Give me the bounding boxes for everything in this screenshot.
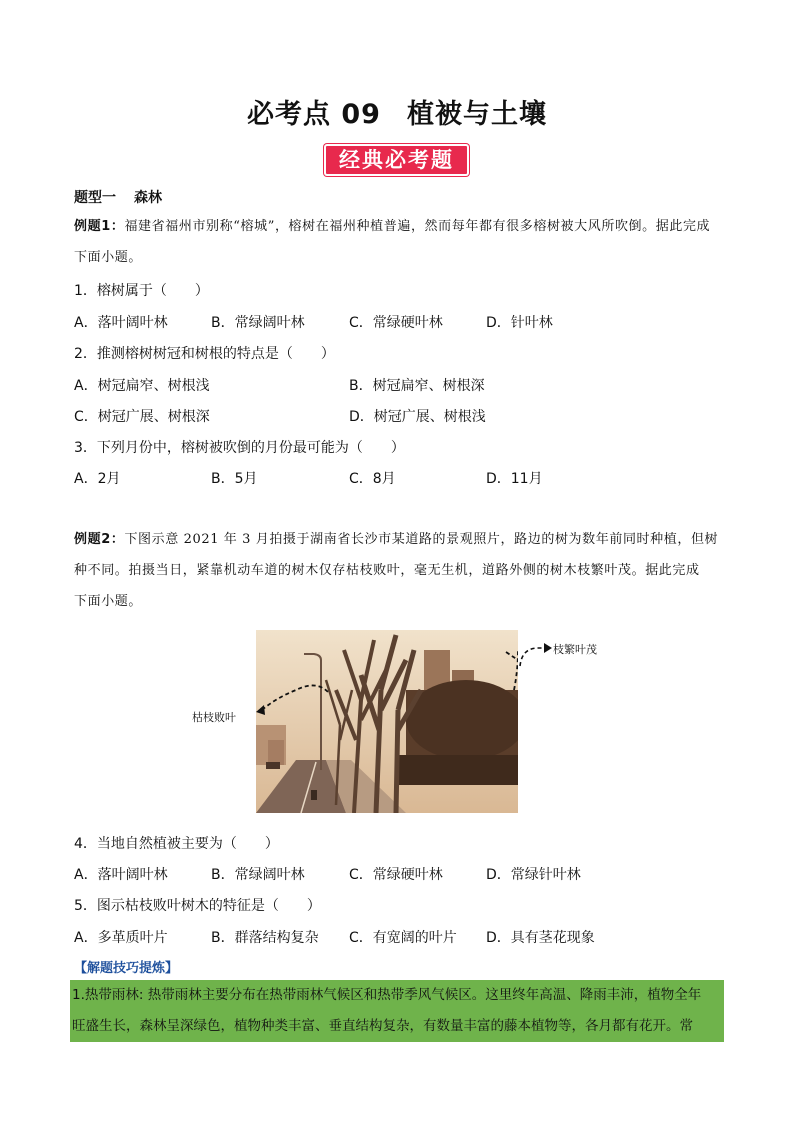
- q2-option-b: B．树冠扁窄、树根深: [349, 378, 485, 394]
- q5-option-b: B．群落结构复杂: [211, 930, 319, 946]
- q5-option-d: D．具有茎花现象: [486, 930, 595, 946]
- q1-option-c: C．常绿硬叶林: [349, 315, 443, 331]
- q3-option-c: C．8月: [349, 471, 396, 487]
- q3-option-a: A．2月: [74, 471, 121, 487]
- example2-line2: 种不同。拍摄当日，紧靠机动车道的树木仅存枯枝败叶，毫无生机，道路外侧的树木枝繁叶茂。据此完成: [74, 563, 700, 578]
- q5-option-c: C．有宽阔的叶片: [349, 930, 457, 946]
- question-5-stem: 5．图示枯枝败叶树木的特征是（ ）: [74, 898, 321, 914]
- q3-option-d: D．11月: [486, 471, 543, 487]
- example1-line1: 福建省福州市别称“榕城”，榕树在福州种植普遍，然而每年都有很多榕树被大风所吹倒。据此完成: [124, 219, 711, 234]
- q4-option-d: D．常绿针叶林: [486, 867, 581, 883]
- example2-line1: 下图示意 2021 年 3 月拍摄于湖南省长沙市某道路的景观照片，路边的树为数年前同时种植，但树: [124, 532, 719, 547]
- q1-option-d: D．针叶林: [486, 315, 553, 331]
- question-2-stem: 2．推测榕树树冠和树根的特点是（ ）: [74, 346, 335, 362]
- q4-option-b: B．常绿阔叶林: [211, 867, 305, 883]
- example2-label: 例题2：: [74, 532, 125, 547]
- example2-line3: 下面小题。: [74, 594, 143, 609]
- question-1-stem: 1．榕树属于（ ）: [74, 283, 209, 299]
- question-4-stem: 4．当地自然植被主要为（ ）: [74, 836, 279, 852]
- tips-heading: 【解题技巧提炼】: [74, 961, 179, 976]
- q4-option-a: A．落叶阔叶林: [74, 867, 168, 883]
- question-3-stem: 3．下列月份中，榕树被吹倒的月份最可能为（ ）: [74, 440, 405, 456]
- tips-line2: 旺盛生长，森林呈深绿色，植物种类丰富、垂直结构复杂，有数量丰富的藤本植物等，各月都有花开。常: [72, 1018, 693, 1034]
- section-name: 森林: [134, 190, 162, 206]
- classic-questions-badge: 经典必考题: [324, 144, 469, 176]
- lush-arrow-icon: [518, 640, 554, 670]
- q1-option-a: A．落叶阔叶林: [74, 315, 168, 331]
- q2-option-a: A．树冠扁窄、树根浅: [74, 378, 210, 394]
- example1-label: 例题1：: [74, 219, 125, 234]
- example1-line2: 下面小题。: [74, 250, 143, 265]
- tips-box: [70, 980, 724, 1042]
- page-title: [0, 92, 794, 131]
- q5-option-a: A．多革质叶片: [74, 930, 168, 946]
- q1-option-b: B．常绿阔叶林: [211, 315, 305, 331]
- q2-option-c: C．树冠广展、树根深: [74, 409, 210, 425]
- title-part1: 必考点 09: [247, 99, 381, 130]
- section-heading: [74, 187, 162, 207]
- road-landscape-photo: [256, 630, 518, 813]
- section-label: 题型一: [74, 190, 116, 206]
- label-withered: 枯枝败叶: [192, 711, 236, 724]
- example2-text: [74, 524, 724, 617]
- q3-option-b: B．5月: [211, 471, 258, 487]
- q2-option-d: D．树冠广展、树根浅: [349, 409, 486, 425]
- tips-line1: 1.热带雨林: 热带雨林主要分布在热带雨林气候区和热带季风气候区。这里终年高温、降雨丰沛，植物全年: [72, 987, 702, 1003]
- title-part2: 植被与土壤: [406, 99, 547, 130]
- example1-text: [74, 211, 724, 273]
- q4-option-c: C．常绿硬叶林: [349, 867, 443, 883]
- label-lush: 枝繁叶茂: [553, 643, 597, 656]
